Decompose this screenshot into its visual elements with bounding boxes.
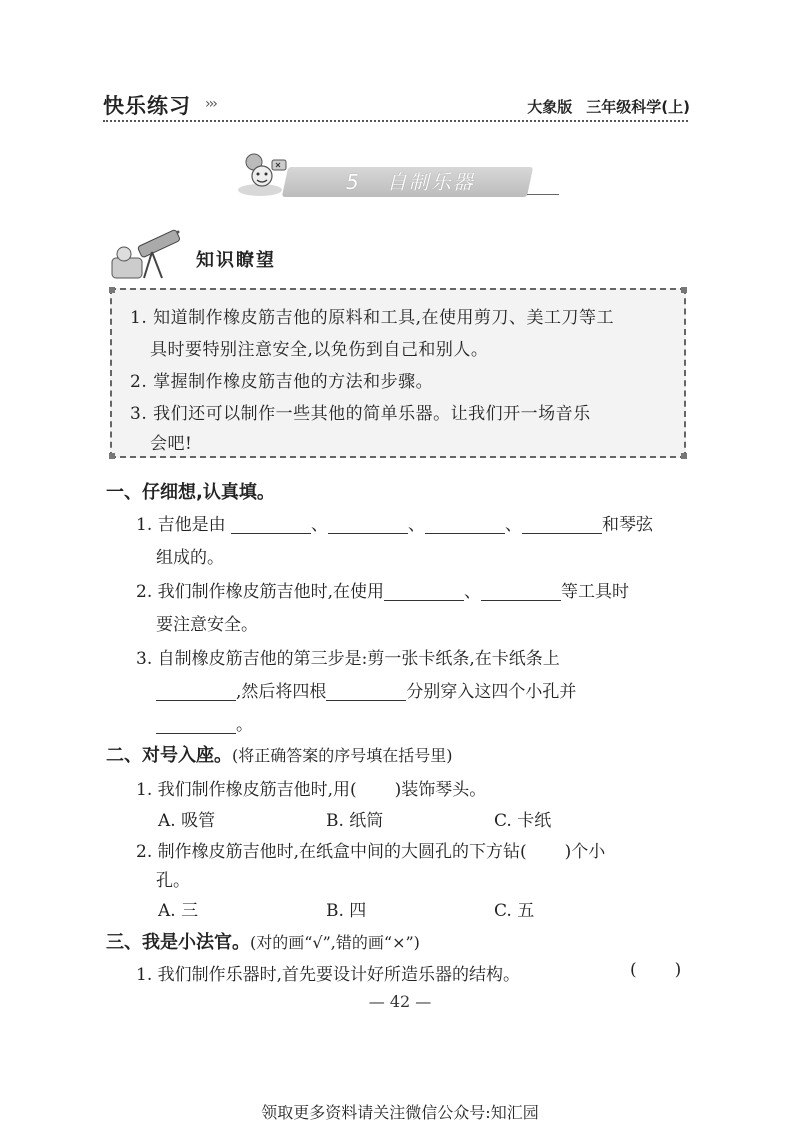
s1-q2-line1 bbox=[136, 577, 629, 602]
s1-q1-blank-3[interactable] bbox=[425, 515, 505, 534]
s1-q1-text-b: 和琴弦 bbox=[602, 515, 654, 535]
s1-q3-blank-3[interactable] bbox=[156, 715, 236, 734]
s1-q2-blank-2[interactable] bbox=[481, 582, 561, 601]
s1-q3-text-d: 。 bbox=[236, 715, 253, 735]
separator: 、 bbox=[464, 582, 482, 602]
lesson-banner-tail bbox=[527, 194, 559, 195]
s2-q1-line1 bbox=[136, 775, 486, 800]
s2-q1-option-c: C. 卡纸 bbox=[494, 811, 552, 831]
s1-q3-blank-1[interactable] bbox=[156, 682, 236, 701]
section2-title bbox=[106, 741, 453, 767]
section2-heading: 二、对号入座。 bbox=[106, 745, 232, 766]
s1-q1-line1 bbox=[136, 510, 653, 535]
s2-q1-option-b: B. 纸筒 bbox=[326, 811, 384, 831]
s1-q3-text-c: 分别穿入这四个小孔并 bbox=[406, 682, 577, 702]
telescope-icon bbox=[108, 228, 190, 282]
header-publisher: 大象版 bbox=[527, 98, 573, 116]
s2-q2-text-b: )个小 bbox=[564, 842, 606, 862]
knowledge-line-3: 2. 掌握制作橡皮筋吉他的方法和步骤。 bbox=[130, 372, 434, 392]
box-corner bbox=[109, 453, 115, 459]
s1-q1-text: 1. 吉他是由 bbox=[136, 515, 226, 535]
knowledge-line-1: 1. 知道制作橡皮筋吉他的原料和工具,在使用剪刀、美工刀等工 bbox=[130, 308, 615, 328]
section3-note: (对的画“√”,错的画“×”) bbox=[250, 933, 420, 952]
s1-q3-line2 bbox=[156, 677, 576, 702]
separator: 、 bbox=[505, 515, 523, 535]
s1-q1-blank-4[interactable] bbox=[522, 515, 602, 534]
box-corner bbox=[681, 287, 687, 293]
s2-q2-option-a: A. 三 bbox=[158, 901, 199, 921]
header-title: 快乐练习 bbox=[103, 94, 191, 118]
knowledge-line-4: 3. 我们还可以制作一些其他的简单乐器。让我们开一场音乐 bbox=[130, 404, 591, 424]
s2-q1-text-b: )装饰琴头。 bbox=[394, 780, 487, 800]
section1-title: 一、仔细想,认真填。 bbox=[106, 482, 275, 503]
s1-q2-text-b: 等工具时 bbox=[561, 582, 630, 602]
knowledge-line-5: 会吧! bbox=[150, 434, 193, 454]
s2-q2-option-b: B. 四 bbox=[326, 901, 367, 921]
s1-q3-text-b: ,然后将四根 bbox=[236, 682, 327, 702]
s2-q2-line2: 孔。 bbox=[156, 871, 190, 891]
lesson-title: 自制乐器 bbox=[386, 170, 475, 194]
section3-heading: 三、我是小法官。 bbox=[106, 932, 250, 953]
separator: 、 bbox=[408, 515, 426, 535]
knowledge-line-2: 具时要特别注意安全,以免伤到自己和别人。 bbox=[150, 340, 489, 360]
separator: 、 bbox=[311, 515, 329, 535]
s3-q1-answer[interactable] bbox=[630, 960, 681, 980]
page-number: — 42 — bbox=[368, 992, 432, 1011]
header-book-info bbox=[513, 96, 690, 117]
s1-q2-blank-1[interactable] bbox=[384, 582, 464, 601]
knowledge-title: 知识瞭望 bbox=[196, 250, 276, 271]
s1-q3-line3 bbox=[156, 710, 253, 735]
paren-left: ( bbox=[630, 960, 637, 980]
s1-q1-line2: 组成的。 bbox=[156, 548, 224, 568]
paren-right: ) bbox=[674, 960, 682, 980]
s2-q1-text: 1. 我们制作橡皮筋吉他时,用( bbox=[136, 780, 357, 800]
lesson-number: 5 bbox=[346, 170, 361, 194]
section3-title bbox=[106, 928, 420, 954]
s1-q2-line2: 要注意安全。 bbox=[156, 615, 258, 635]
header-divider bbox=[103, 120, 688, 122]
s1-q1-blank-2[interactable] bbox=[328, 515, 408, 534]
s1-q3-blank-2[interactable] bbox=[326, 682, 406, 701]
s2-q2-text: 2. 制作橡皮筋吉他时,在纸盒中间的大圆孔的下方钻( bbox=[136, 842, 527, 862]
s1-q2-text: 2. 我们制作橡皮筋吉他时,在使用 bbox=[136, 582, 385, 602]
s3-q1-line1: 1. 我们制作乐器时,首先要设计好所造乐器的结构。 bbox=[136, 965, 521, 985]
s1-q3-line1: 3. 自制橡皮筋吉他的第三步是:剪一张卡纸条,在卡纸条上 bbox=[136, 649, 560, 669]
box-corner bbox=[109, 287, 115, 293]
section2-note: (将正确答案的序号填在括号里) bbox=[232, 746, 453, 765]
footer-note: 领取更多资料请关注微信公众号:知汇园 bbox=[261, 1103, 539, 1122]
s2-q1-option-a: A. 吸管 bbox=[158, 811, 216, 831]
lesson-heading bbox=[300, 169, 520, 195]
s1-q1-blank-1[interactable] bbox=[231, 515, 311, 534]
header-subject: 三年级科学(上) bbox=[586, 98, 690, 116]
box-corner bbox=[681, 453, 687, 459]
header-arrows: ››› bbox=[205, 96, 216, 112]
s2-q2-option-c: C. 五 bbox=[494, 901, 535, 921]
s2-q2-line1 bbox=[136, 837, 605, 862]
